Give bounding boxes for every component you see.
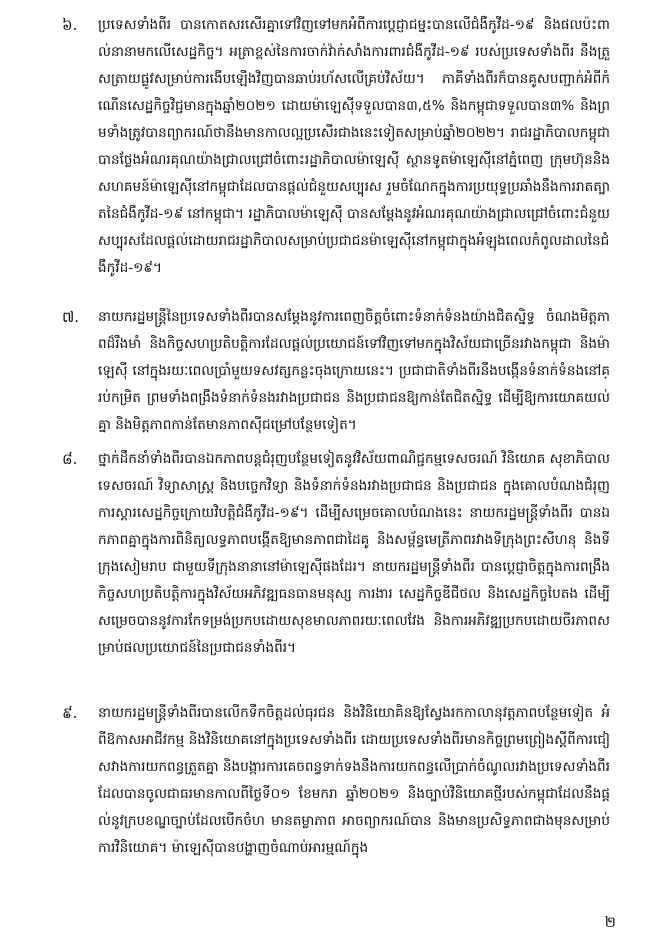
paragraph-number: ៧.	[62, 308, 80, 326]
page-number: ២	[604, 913, 616, 931]
paragraph-7	[62, 304, 610, 439]
paragraph-text: ប្រទេសទាំងពីរ បានកោតសរសើរគ្នាទៅវិញទៅមកអំពីការប្ដេជ្ញាជម្នះបានលើជំងឺកូវីដ-១៩ និងផលប៉ះពាល់នានាមកលើសេដ្ឋកិច្ច។ អត្រាខ្ពស់នៃការចាក់វ៉ាក់សាំងការពារជំងឺកូវីដ-១៩ របស់ប្រទេសទាំងពីរ នឹងត្រួសត្រាយផ្លូវសម្រាប់ការងើបឡើងវិញបានឆាប់រហ័សលើគ្រប់វិស័យ។ ភាគីទាំងពីរក៏បានគូសបញ្ជាក់អំពីកំណើនសេដ្ឋកិច្ចវិជ្ជមានក្នុងឆ្នាំ២០២១ ដោយម៉ាឡេស៊ីទទួលបាន៣,៥% និងកម្ពុជាទទួលបាន៣% និងព្រមទាំងត្រូវបានព្យាករណ៍ថានឹងមានកាលល្អប្រសើរជាងនេះទៀតសម្រាប់ឆ្នាំ២០២២។ រាជរដ្ឋាភិបាលកម្ពុជាបានថ្លែងអំណរគុណយ៉ាងជ្រាលជ្រៅចំពោះរដ្ឋាភិបាលម៉ាឡេស៊ី ស្ថានទូតម៉ាឡេស៊ីនៅភ្នំពេញ ក្រុមហ៊ុននិងសហគមន៍ម៉ាឡេស៊ីនៅកម្ពុជាដែលបានផ្ដល់ជំនួយសប្បុរស រួមចំណែកក្នុងការប្រយុទ្ធប្រឆាំងនឹងការរាតត្បាតនៃជំងឺកូវីដ-១៩ នៅកម្ពុជា។ រដ្ឋាភិបាលម៉ាឡេស៊ី បានសម្ដែងនូវអំណរគុណយ៉ាងជ្រាលជ្រៅចំពោះជំនួយសប្បុរសដែលផ្ដល់ដោយរាជរដ្ឋាភិបាលសម្រាប់ប្រជាជនម៉ាឡេស៊ីនៅកម្ពុជាក្នុងអំឡុងពេលកំពូលដាលនៃជំងឺកូវីដ-១៩។	[98, 17, 610, 276]
paragraph-8	[62, 446, 610, 662]
paragraph-text: នាយករដ្ឋមន្ត្រីទាំងពីរបានលើកទឹកចិត្តដល់ធុរជន និងវិនិយោគិនឱ្យស្វែងរកកាលានុវត្តភាពបន្ថែមទៀត អំពីឱកាសអាជីវកម្ម និងវិនិយោគនៅក្នុងប្រទេសទាំងពីរ ដោយប្រទេសទាំងពីរមានកិច្ចព្រមព្រៀងស្ដីពីការជៀសវាងការយកពន្ធត្រួតគ្នា និងបង្ការការគេចពន្ធទាក់ទងនឹងការយកពន្ធលើប្រាក់ចំណូលរវាងប្រទេសទាំងពីរដែលបានចូលជាធរមានកាលពីថ្ងៃទី០១ ខែមករា ឆ្នាំ២០២១ និងច្បាប់វិនិយោគថ្មីរបស់កម្ពុជាដែលនឹងផ្ដល់នូវក្របខណ្ឌច្បាប់ដែលបើកចំហ មានតម្លាភាព អាចព្យាករណ៍បាន និងមានប្រសិទ្ធភាពជាងមុនសម្រាប់ការវិនិយោគ។ ម៉ាឡេស៊ីបានបង្ហាញចំណាប់អារម្មណ៍ក្នុង	[98, 705, 610, 856]
paragraph-number: ៩.	[62, 704, 78, 722]
paragraph-text: ថ្នាក់ដឹកនាំទាំងពីរបានឯកភាពបន្តជំរុញបន្ថែមទៀតនូវវិស័យពាណិជ្ជកម្មទេសចរណ៍ វិនិយោគ សុខាភិបាល ទេសចរណ៍ វិទ្យាសាស្ត្រ និងបច្ចេកវិទ្យា និងទំនាក់ទំនងរវាងប្រជាជន និងប្រជាជន ក្នុងគោលបំណងជំរុញការស្ដារសេដ្ឋកិច្ចក្រោយវិបត្តិជំងឺកូវីដ-១៩។ ដើម្បីសម្រេចគោលបំណងនេះ នាយករដ្ឋមន្ត្រីទាំងពីរ បានឯកភាពគ្នាក្នុងការពិនិត្យលទ្ធភាពបង្កើតឱ្យមានភាពជាដៃគូ និងសម្ព័ន្ធមេត្រីភាពរវាងទីក្រុងព្រះសីហនុ និងទីក្រុងសៀមរាប ជាមួយទីក្រុងនានានៅម៉ាឡេស៊ីផងដែរ។ នាយករដ្ឋមន្ត្រីទាំងពីរ បានប្ដេជ្ញាចិត្តក្នុងការពង្រឹងកិច្ចសហប្រតិបត្តិការក្នុងវិស័យអភិវឌ្ឍធនធានមនុស្ស ការងារ សេដ្ឋកិច្ចឌីជីថល និងសេដ្ឋកិច្ចបៃតង ដើម្បីសម្រេចបាននូវការកែទម្រង់ប្រកបដោយសុខមាលភាពរយៈពេលវែង និងការអភិវឌ្ឍប្រកបដោយចីរភាពសម្រាប់ផលប្រយោជន៍នៃប្រជាជនទាំងពីរ។	[98, 451, 610, 656]
paragraph-text: នាយករដ្ឋមន្ត្រីនៃប្រទេសទាំងពីរបានសម្ដែងនូវការពេញចិត្តចំពោះទំនាក់ទំនងយ៉ាងជិតស្និទ្ធ ចំណងមិត្តភាពដ៏រឹងមាំ និងកិច្ចសហប្រតិបត្តិការដែលផ្ដល់ប្រយោជន៍ទៅវិញទៅមកក្នុងវិស័យជាច្រើនរវាងកម្ពុជា និងម៉ាឡេស៊ី នៅក្នុងរយៈពេលប្រាំមួយទសវត្សកន្លះចុងក្រោយនេះ។ ប្រជាជាតិទាំងពីរនឹងបង្កើនទំនាក់ទំនងនៅគ្រប់កម្រិត ព្រមទាំងពង្រឹងទំនាក់ទំនងរវាងប្រជាជន និងប្រជាជនឱ្យកាន់តែជិតស្និទ្ធ ដើម្បីឱ្យការយោគយល់គ្នា និងមិត្តភាពកាន់តែមានភាពស៊ីជម្រៅបន្ថែមទៀត។	[98, 309, 610, 433]
paragraph-number: ៨.	[62, 450, 78, 468]
paragraph-6	[62, 12, 610, 282]
paragraph-number: ៦.	[62, 16, 78, 34]
paragraph-9	[62, 700, 610, 862]
